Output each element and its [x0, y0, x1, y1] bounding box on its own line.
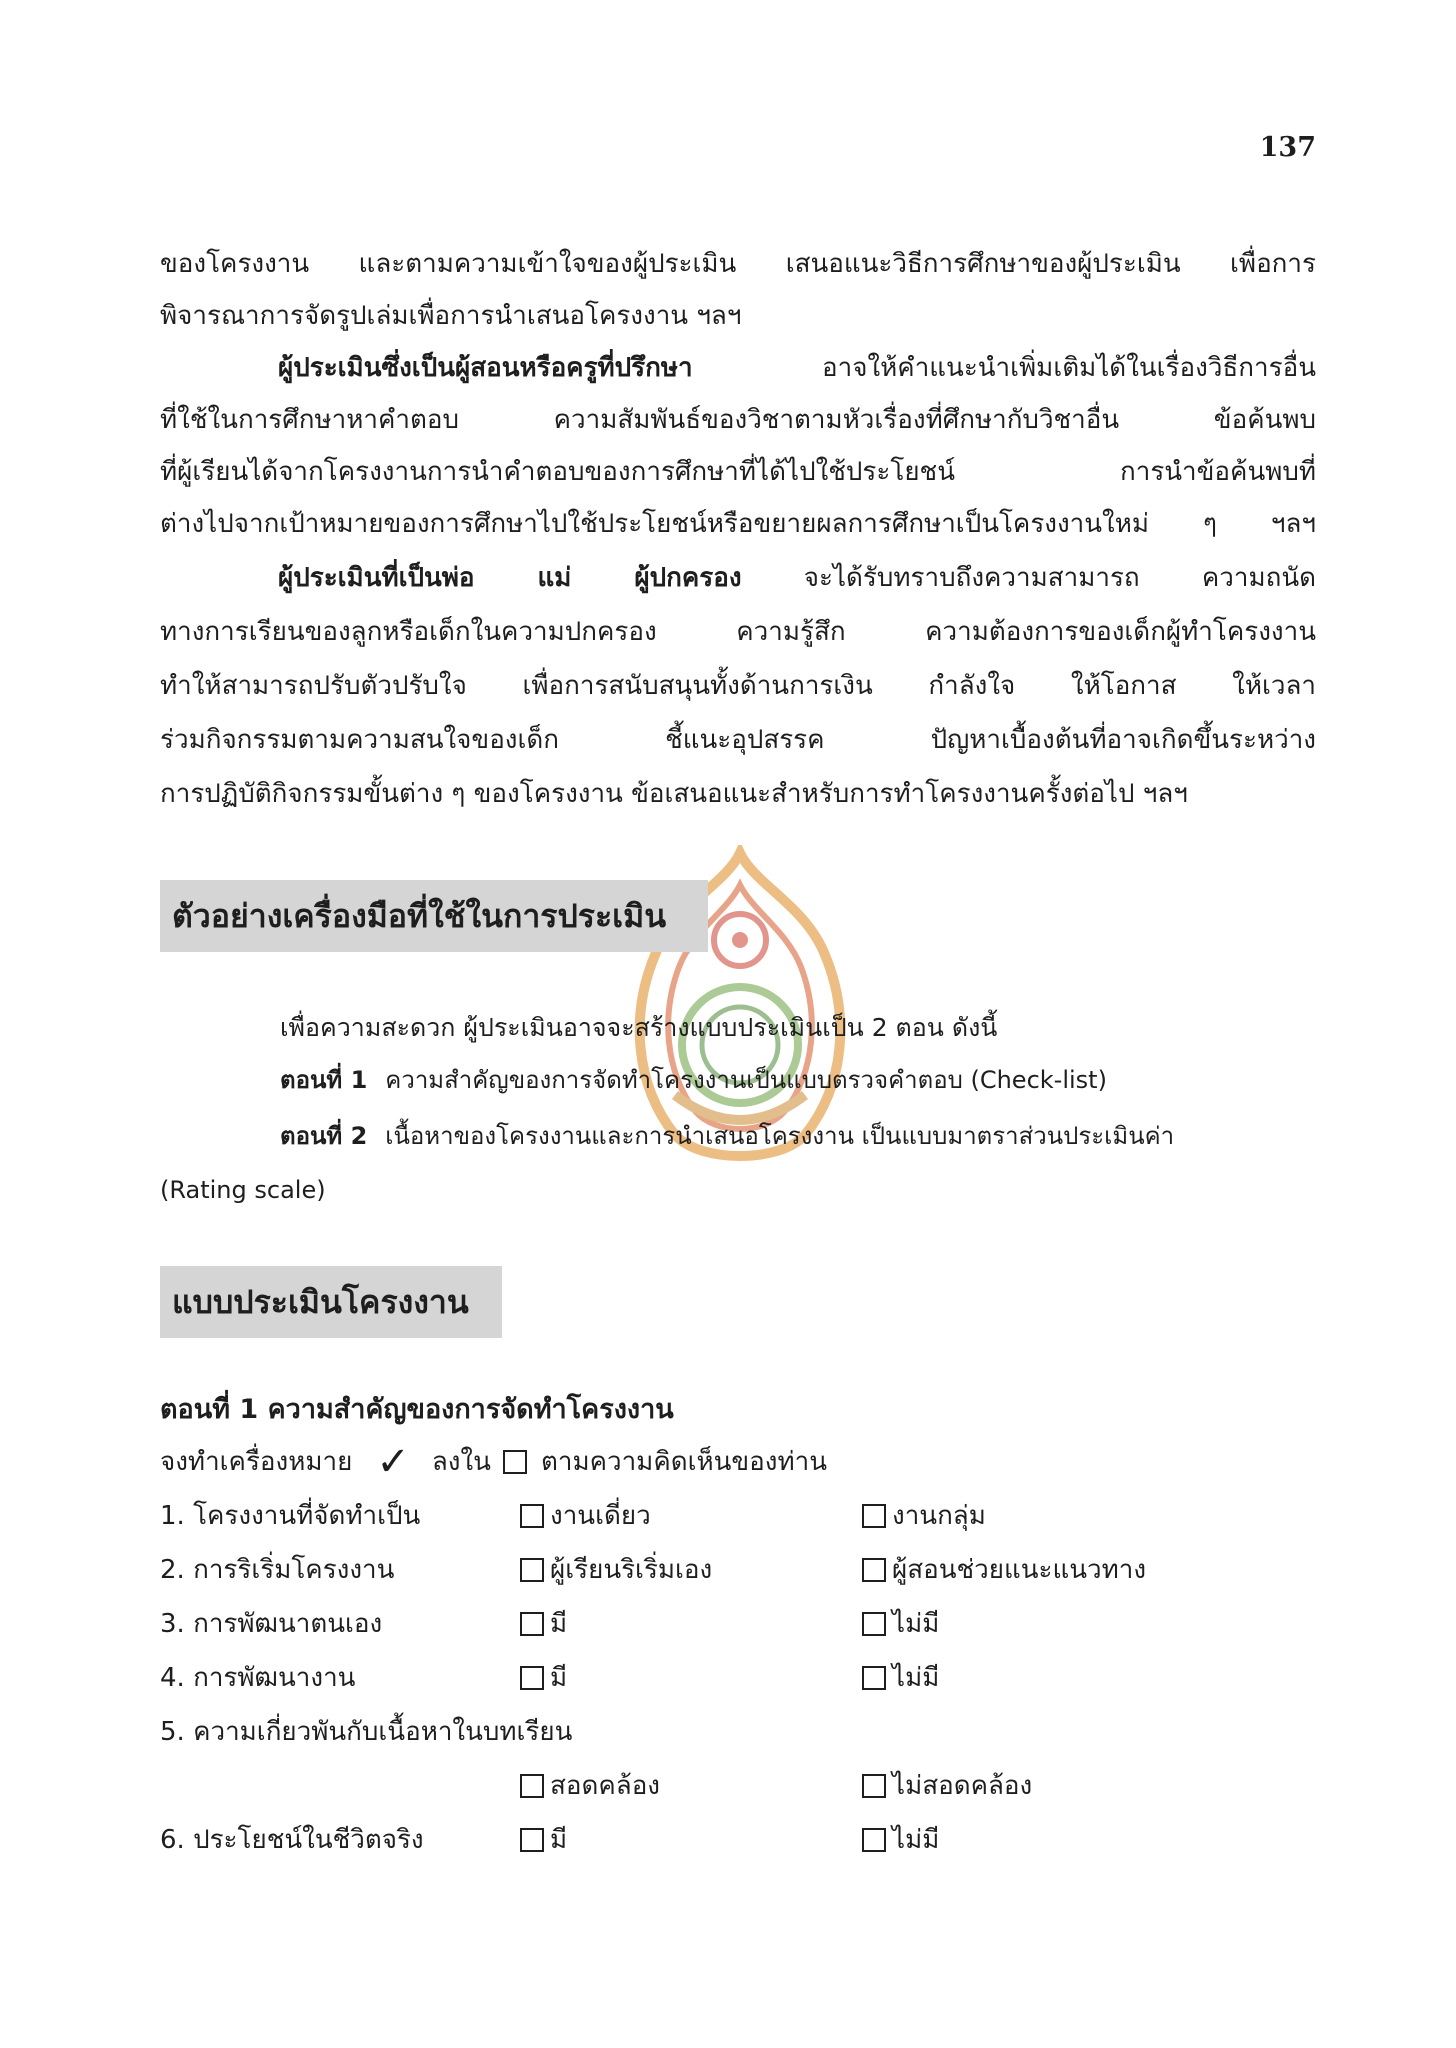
check-mark-icon: ✓ [376, 1439, 410, 1485]
checkbox[interactable] [862, 1828, 886, 1852]
paragraph-line: การปฏิบัติกิจกรรมขั้นต่าง ๆ ของโครงงาน ข้อเสนอแนะสำหรับการทำโครงงานครั้งต่อไป ฯลฯ [160, 779, 1188, 809]
option-a[interactable]: มี [520, 1604, 567, 1644]
question-label: 1. โครงงานที่จัดทำเป็น [160, 1501, 421, 1531]
tools-part2-cont: (Rating scale) [160, 1176, 326, 1204]
paragraph-line: ที่ใช้ในการศึกษาหาคำตอบ ความสัมพันธ์ของวิชาตามหัวเรื่องที่ศึกษากับวิชาอื่น ข้อค้นพบ [160, 405, 1316, 435]
section-heading-tools: ตัวอย่างเครื่องมือที่ใช้ในการประเมิน [160, 880, 708, 952]
paragraph-line: ต่างไปจากเป้าหมายของการศึกษาไปใช้ประโยชน์หรือขยายผลการศึกษาเป็นโครงงานใหม่ ๆ ฯลฯ [160, 509, 1316, 539]
checkbox-example-icon [503, 1450, 527, 1474]
paragraph-lead: ผู้ประเมินซึ่งเป็นผู้สอนหรือครูที่ปรึกษา [278, 353, 693, 383]
option-b[interactable]: ผู้สอนช่วยแนะแนวทาง [862, 1550, 1146, 1590]
option-a[interactable]: มี [520, 1658, 567, 1698]
paragraph-line: พิจารณาการจัดรูปเล่มเพื่อการนำเสนอโครงงาน ฯลฯ [160, 301, 742, 331]
option-b[interactable]: ไม่สอดคล้อง [862, 1766, 1032, 1806]
section-heading-form: แบบประเมินโครงงาน [160, 1266, 502, 1338]
question-label: 3. การพัฒนาตนเอง [160, 1609, 383, 1639]
checkbox[interactable] [862, 1774, 886, 1798]
checkbox[interactable] [520, 1828, 544, 1852]
paragraph-line: ทางการเรียนของลูกหรือเด็กในความปกครอง ความรู้สึก ความต้องการของเด็กผู้ทำโครงงาน [160, 617, 1316, 647]
option-b[interactable]: ไม่มี [862, 1604, 939, 1644]
paragraph-line: ผู้ประเมินที่เป็นพ่อ แม่ ผู้ปกครอง จะได้รับทราบถึงความสามารถ ความถนัด [278, 563, 1316, 593]
tools-part2: ตอนที่ 2 เนื้อหาของโครงงานและการนำเสนอโครงงาน เป็นแบบมาตราส่วนประเมินค่า [280, 1122, 1175, 1150]
question-label: 6. ประโยชน์ในชีวิตจริง [160, 1825, 424, 1855]
option-a[interactable]: มี [520, 1820, 567, 1860]
checkbox[interactable] [520, 1774, 544, 1798]
checkbox[interactable] [862, 1612, 886, 1636]
part2-lead: ตอนที่ 2 [280, 1122, 368, 1150]
form-part-title: ตอนที่ 1 ความสำคัญของการจัดทำโครงงาน [160, 1394, 674, 1425]
paragraph-line: ผู้ประเมินซึ่งเป็นผู้สอนหรือครูที่ปรึกษา อาจให้คำแนะนำเพิ่มเติมได้ในเรื่องวิธีการอื่น [278, 353, 1316, 383]
tools-intro: เพื่อความสะดวก ผู้ประเมินอาจจะสร้างแบบประเมินเป็น 2 ตอน ดังนี้ [280, 1013, 998, 1042]
tools-part1: ตอนที่ 1 ความสำคัญของการจัดทำโครงงานเป็นแบบตรวจคำตอบ (Check-list) [280, 1066, 1107, 1094]
option-a[interactable]: สอดคล้อง [520, 1766, 660, 1806]
question-label: 5. ความเกี่ยวพันกับเนื้อหาในบทเรียน [160, 1717, 573, 1747]
paragraph-line: ร่วมกิจกรรมตามความสนใจของเด็ก ชี้แนะอุปสรรค ปัญหาเบื้องต้นที่อาจเกิดขึ้นระหว่าง [160, 725, 1316, 755]
question-label: 2. การริเริ่มโครงงาน [160, 1555, 395, 1585]
paragraph-line: ของโครงงาน และตามความเข้าใจของผู้ประเมิน เสนอแนะวิธีการศึกษาของผู้ประเมิน เพื่อการ [160, 249, 1316, 279]
checkbox[interactable] [520, 1558, 544, 1582]
checkbox[interactable] [862, 1666, 886, 1690]
checkbox[interactable] [520, 1504, 544, 1528]
option-b[interactable]: งานกลุ่ม [862, 1496, 986, 1536]
option-b[interactable]: ไม่มี [862, 1820, 939, 1860]
paragraph-line: ทำให้สามารถปรับตัวปรับใจ เพื่อการสนับสนุนทั้งด้านการเงิน กำลังใจ ให้โอกาส ให้เวลา [160, 671, 1316, 701]
checkbox[interactable] [862, 1504, 886, 1528]
checkbox[interactable] [862, 1558, 886, 1582]
paragraph-lead: ผู้ประเมินที่เป็นพ่อ แม่ ผู้ปกครอง [278, 563, 742, 593]
question-label: 4. การพัฒนางาน [160, 1663, 356, 1693]
option-a[interactable]: ผู้เรียนริเริ่มเอง [520, 1550, 712, 1590]
option-a[interactable]: งานเดี่ยว [520, 1496, 651, 1536]
paragraph-line: ที่ผู้เรียนได้จากโครงงานการนำคำตอบของการศึกษาที่ได้ไปใช้ประโยชน์ การนำข้อค้นพบที่ [160, 457, 1316, 487]
checkbox[interactable] [520, 1666, 544, 1690]
checkbox[interactable] [520, 1612, 544, 1636]
option-b[interactable]: ไม่มี [862, 1658, 939, 1698]
page-number: 137 [1259, 132, 1316, 163]
part1-lead: ตอนที่ 1 [280, 1066, 368, 1094]
form-instruction: จงทำเครื่องหมาย ✓ ลงใน ตามความคิดเห็นของท่าน [160, 1439, 827, 1485]
